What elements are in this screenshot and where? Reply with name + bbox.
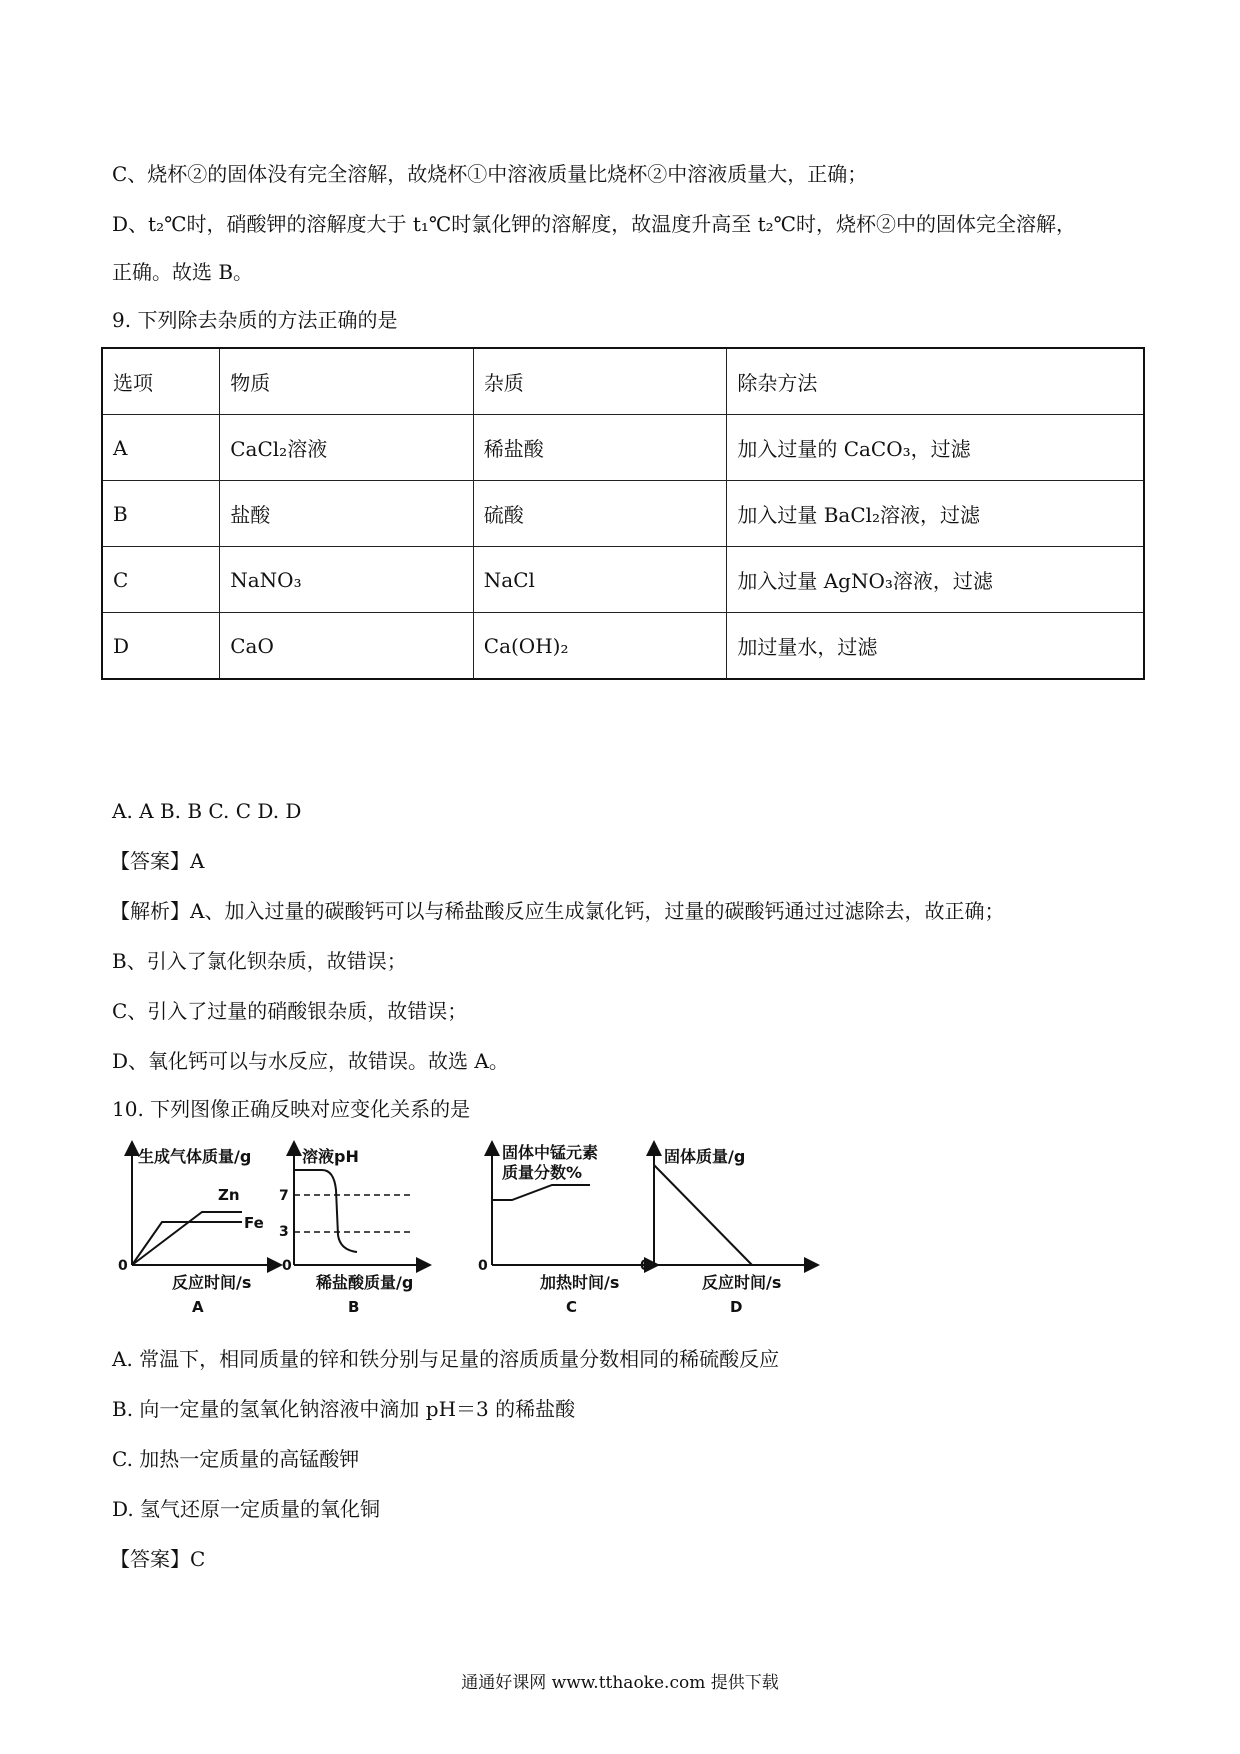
table-cell: 加入过量 BaCl₂溶液，过滤 (727, 481, 1144, 547)
graph-c-origin: 0 (478, 1258, 488, 1274)
table-cell: 加入过量的 CaCO₃，过滤 (727, 415, 1144, 481)
graph-c (478, 1143, 652, 1316)
graph-b-curve (294, 1170, 357, 1252)
table-cell: NaCl (473, 547, 727, 613)
graph-c-ylabel-1: 固体中锰元素 (502, 1143, 599, 1162)
purification-table (101, 347, 1145, 680)
graph-b-ylabel: 溶液pH (302, 1147, 359, 1166)
graph-a-origin: 0 (118, 1258, 128, 1274)
graph-d-origin: 0 (640, 1258, 650, 1274)
table-row (102, 547, 1144, 613)
table-cell: 稀盐酸 (473, 415, 727, 481)
table-header-cell: 物质 (220, 348, 474, 415)
graph-d-line (654, 1165, 752, 1265)
graph-a (118, 1147, 275, 1316)
graph-b-tick-7: 7 (279, 1188, 289, 1204)
graph-d-xlabel: 反应时间/s (702, 1273, 782, 1292)
question-10-option-c: C. 加热一定质量的高锰酸钾 (112, 1447, 360, 1471)
graph-c-label: C (566, 1298, 578, 1316)
question-10-option-d: D. 氢气还原一定质量的氧化铜 (112, 1497, 381, 1521)
graph-b-label: B (348, 1298, 360, 1316)
table-cell: 加过量水，过滤 (727, 613, 1144, 680)
table-cell: 硫酸 (473, 481, 727, 547)
question-9-analysis-b: B、引入了氯化钡杂质，故错误； (112, 949, 407, 973)
table-header-cell: 除杂方法 (727, 348, 1144, 415)
analysis-line-c: C、烧杯②的固体没有完全溶解，故烧杯①中溶液质量比烧杯②中溶液质量大，正确； (112, 162, 868, 186)
analysis-line-d: D、t₂℃时，硝酸钾的溶解度大于 t₁℃时氯化钾的溶解度，故温度升高至 t₂℃时，烧杯②中的固体完全溶解， (112, 212, 1077, 236)
table-row (102, 613, 1144, 680)
page-footer: 通通好课网 www.tthaoke.com 提供下载 (461, 1673, 779, 1693)
table-cell: C (102, 547, 220, 613)
graph-d-label: D (730, 1298, 743, 1316)
graph-d (640, 1147, 812, 1316)
graph-c-ylabel-2: 质量分数% (502, 1163, 583, 1182)
question-9-analysis-a: 【解析】A、加入过量的碳酸钙可以与稀盐酸反应生成氯化钙，过量的碳酸钙通过过滤除去，故正确； (110, 899, 1005, 923)
graph-a-fe-line (132, 1222, 242, 1265)
question-9-analysis-c: C、引入了过量的硝酸银杂质，故错误； (112, 999, 468, 1023)
question-9-options: A. A B. B C. C D. D (112, 799, 302, 823)
question-9-title: 9. 下列除去杂质的方法正确的是 (112, 308, 398, 332)
question-10-option-a: A. 常温下，相同质量的锌和铁分别与足量的溶质质量分数相同的稀硫酸反应 (112, 1347, 780, 1371)
graph-a-ylabel: 生成气体质量/g (138, 1147, 252, 1166)
table-cell: CaCl₂溶液 (220, 415, 474, 481)
graph-c-xlabel: 加热时间/s (540, 1273, 620, 1292)
graph-b-tick-3: 3 (279, 1224, 289, 1240)
table-cell: D (102, 613, 220, 680)
question-10-title: 10. 下列图像正确反映对应变化关系的是 (112, 1097, 471, 1121)
graph-a-xlabel: 反应时间/s (172, 1273, 252, 1292)
table-cell: CaO (220, 613, 474, 680)
graph-a-fe-label: Fe (244, 1214, 264, 1232)
graph-a-zn-label: Zn (218, 1186, 240, 1204)
graph-b-origin: 0 (282, 1258, 292, 1274)
table-header-cell: 杂质 (473, 348, 727, 415)
question-10-option-b: B. 向一定量的氢氧化钠溶液中滴加 pH＝3 的稀盐酸 (112, 1397, 576, 1421)
graph-c-line (492, 1185, 590, 1200)
table-row (102, 415, 1144, 481)
table-cell: Ca(OH)₂ (473, 613, 727, 680)
table-row (102, 481, 1144, 547)
graph-a-zn-line (132, 1212, 242, 1265)
table-cell: NaNO₃ (220, 547, 474, 613)
table-header-cell: 选项 (102, 348, 220, 415)
table-header-row (102, 348, 1144, 415)
question-9-analysis-d: D、氧化钙可以与水反应，故错误。故选 A。 (112, 1049, 509, 1073)
analysis-line-conclusion: 正确。故选 B。 (112, 260, 254, 284)
question-10-answer: 【答案】C (110, 1547, 206, 1571)
graph-b-xlabel: 稀盐酸质量/g (316, 1273, 414, 1292)
graph-a-label: A (192, 1298, 204, 1316)
table-cell: 加入过量 AgNO₃溶液，过滤 (727, 547, 1144, 613)
question-9-answer: 【答案】A (110, 849, 205, 873)
graph-b (279, 1147, 424, 1316)
table-cell: 盐酸 (220, 481, 474, 547)
table-cell: A (102, 415, 220, 481)
graph-d-ylabel: 固体质量/g (664, 1147, 746, 1166)
table-cell: B (102, 481, 220, 547)
